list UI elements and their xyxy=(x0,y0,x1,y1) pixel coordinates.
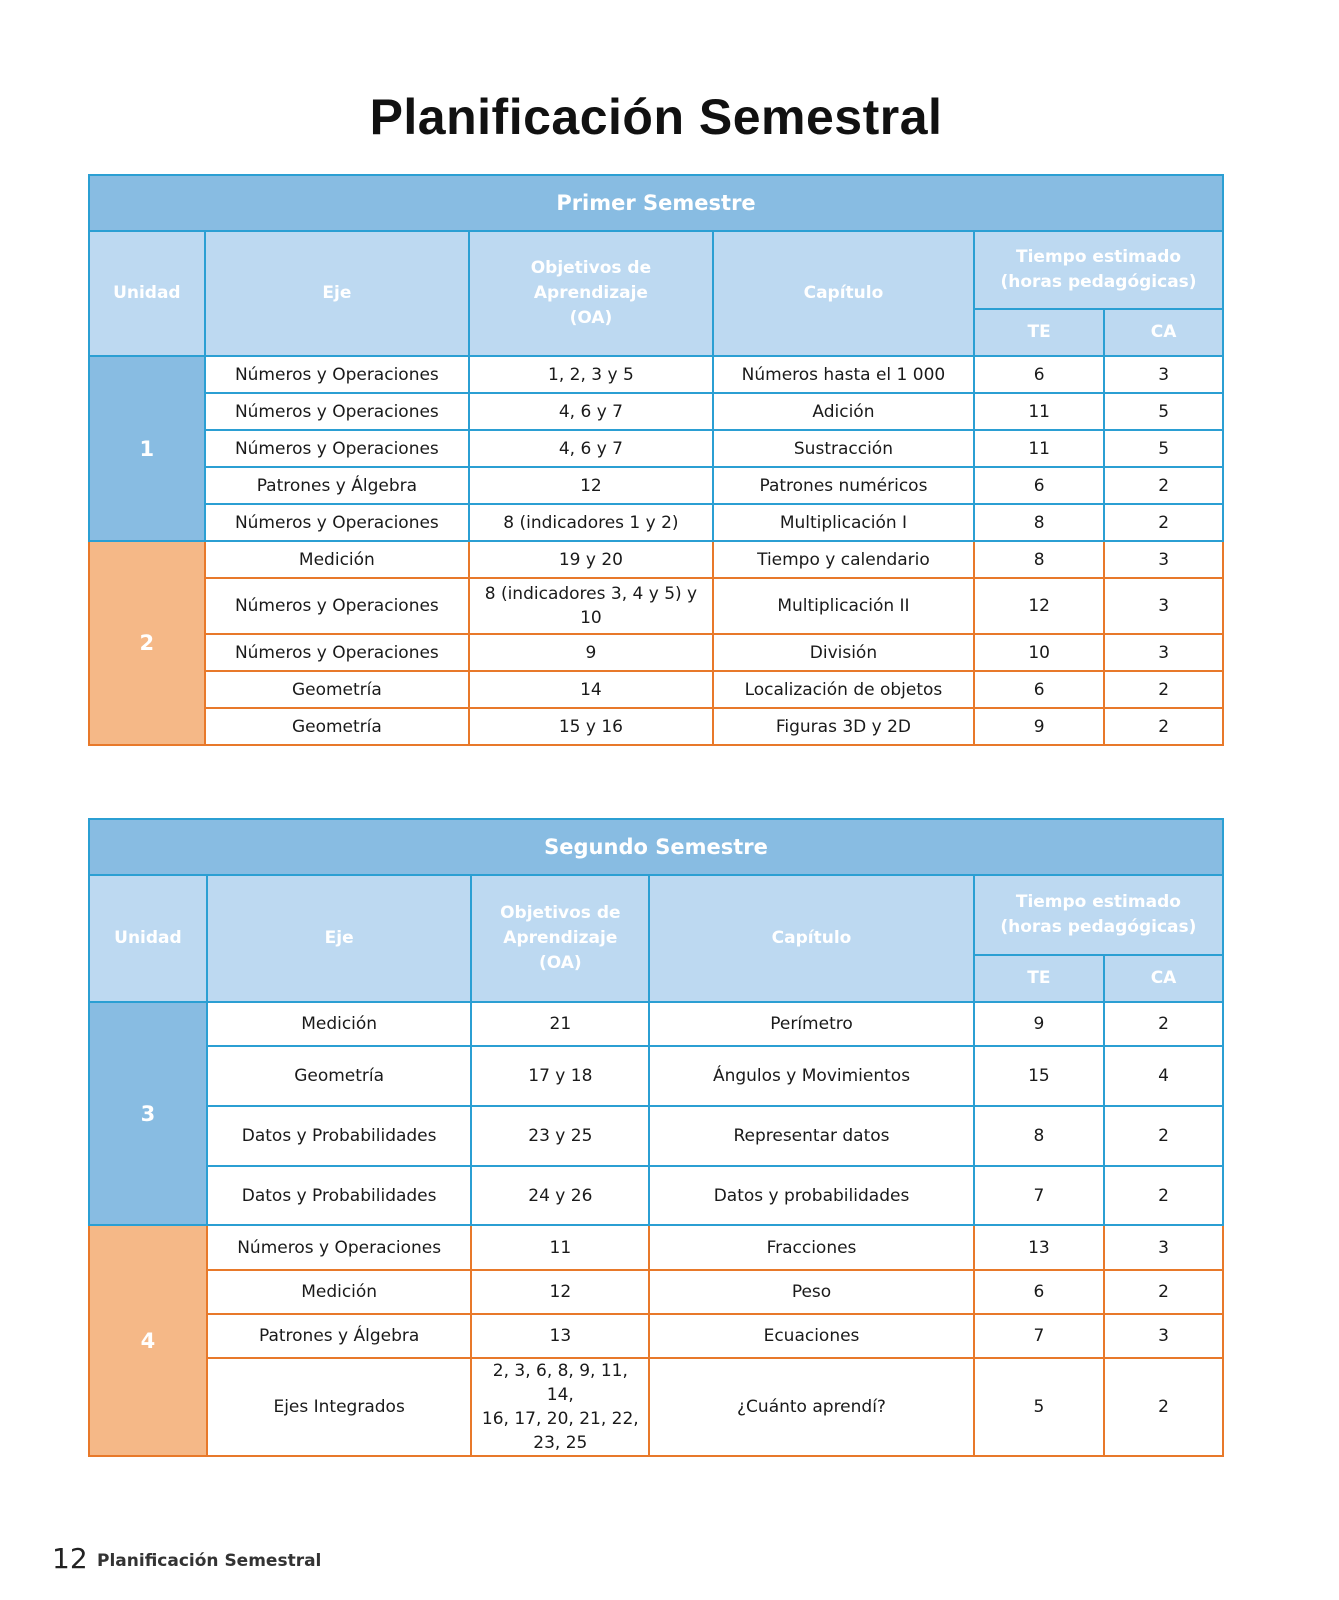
cell-eje: Medición xyxy=(205,541,469,578)
cell-ca: 4 xyxy=(1104,1046,1223,1106)
cell-oa: 23 y 25 xyxy=(471,1106,649,1166)
table-row xyxy=(89,467,1223,504)
table-row xyxy=(89,541,1223,578)
cell-eje: Números y Operaciones xyxy=(205,504,469,541)
table-row xyxy=(89,1225,1223,1270)
cell-oa-line2: 10 xyxy=(580,608,602,628)
cell-te: 11 xyxy=(974,430,1104,467)
col-header-tiempo xyxy=(974,875,1223,955)
cell-eje: Números y Operaciones xyxy=(205,430,469,467)
cell-ca: 3 xyxy=(1104,1225,1223,1270)
footer-title: Planificación Semestral xyxy=(97,1551,322,1571)
cell-eje: Geometría xyxy=(205,708,469,745)
cell-oa: 11 xyxy=(471,1225,649,1270)
cell-ca: 3 xyxy=(1104,578,1223,634)
column-header-row xyxy=(89,875,1223,955)
cell-eje: Números y Operaciones xyxy=(207,1225,472,1270)
col-header-tiempo-line2: (horas pedagógicas) xyxy=(1000,272,1197,292)
cell-te: 5 xyxy=(974,1358,1104,1456)
cell-oa-line2: 16, 17, 20, 21, 22, xyxy=(481,1409,639,1429)
col-header-oa xyxy=(469,231,713,356)
cell-oa-line3: 23, 25 xyxy=(533,1433,588,1453)
cell-ca: 5 xyxy=(1104,430,1223,467)
cell-te: 7 xyxy=(974,1166,1104,1225)
cell-ca: 2 xyxy=(1104,1166,1223,1225)
cell-ca: 3 xyxy=(1104,356,1223,393)
cell-capitulo: Sustracción xyxy=(713,430,974,467)
cell-capitulo: Ecuaciones xyxy=(649,1314,974,1358)
cell-oa: 1, 2, 3 y 5 xyxy=(469,356,713,393)
table-row xyxy=(89,1358,1223,1456)
unit-number: 1 xyxy=(89,356,205,541)
cell-capitulo: Patrones numéricos xyxy=(713,467,974,504)
cell-te: 10 xyxy=(974,634,1104,671)
cell-eje: Datos y Probabilidades xyxy=(207,1106,472,1166)
col-header-oa xyxy=(471,875,649,1002)
cell-te: 6 xyxy=(974,1270,1104,1314)
cell-capitulo: Multiplicación II xyxy=(713,578,974,634)
table-row xyxy=(89,1270,1223,1314)
table-row xyxy=(89,504,1223,541)
cell-oa: 15 y 16 xyxy=(469,708,713,745)
cell-ca: 2 xyxy=(1104,1270,1223,1314)
cell-capitulo: Multiplicación I xyxy=(713,504,974,541)
page-number: 12 xyxy=(52,1542,88,1575)
cell-oa: 21 xyxy=(471,1002,649,1046)
unit-number: 4 xyxy=(89,1225,207,1456)
cell-capitulo: Números hasta el 1 000 xyxy=(713,356,974,393)
cell-eje: Geometría xyxy=(205,671,469,708)
cell-ca: 2 xyxy=(1104,1358,1223,1456)
cell-capitulo: Ángulos y Movimientos xyxy=(649,1046,974,1106)
col-header-oa-line2: (OA) xyxy=(569,308,613,328)
cell-eje: Números y Operaciones xyxy=(205,634,469,671)
cell-oa xyxy=(471,1358,649,1456)
cell-capitulo: Perímetro xyxy=(649,1002,974,1046)
cell-eje: Números y Operaciones xyxy=(205,393,469,430)
table-row xyxy=(89,430,1223,467)
cell-te: 6 xyxy=(974,671,1104,708)
table-row xyxy=(89,1046,1223,1106)
table-row xyxy=(89,634,1223,671)
page-title: Planificación Semestral xyxy=(369,89,943,145)
table-row xyxy=(89,671,1223,708)
cell-oa: 9 xyxy=(469,634,713,671)
col-header-unidad: Unidad xyxy=(89,231,205,356)
cell-eje: Geometría xyxy=(207,1046,472,1106)
cell-te: 8 xyxy=(974,1106,1104,1166)
semester-title: Segundo Semestre xyxy=(89,819,1223,875)
cell-capitulo: División xyxy=(713,634,974,671)
cell-oa-line1: 8 (indicadores 3, 4 y 5) y xyxy=(484,584,698,604)
cell-capitulo: ¿Cuánto aprendí? xyxy=(649,1358,974,1456)
col-header-oa-line2: Aprendizaje xyxy=(503,928,618,948)
col-header-tiempo xyxy=(974,231,1223,309)
table-row xyxy=(89,708,1223,745)
cell-ca: 2 xyxy=(1104,467,1223,504)
cell-te: 8 xyxy=(974,541,1104,578)
cell-eje: Números y Operaciones xyxy=(205,578,469,634)
col-header-ca: CA xyxy=(1104,955,1223,1002)
semester-title: Primer Semestre xyxy=(89,175,1223,231)
cell-oa: 14 xyxy=(469,671,713,708)
col-header-oa-line3: (OA) xyxy=(538,953,582,973)
cell-oa-line1: 2, 3, 6, 8, 9, 11, 14, xyxy=(492,1361,628,1405)
cell-ca: 2 xyxy=(1104,1106,1223,1166)
cell-capitulo: Peso xyxy=(649,1270,974,1314)
unit-number: 2 xyxy=(89,541,205,745)
semester-header-row xyxy=(89,819,1223,875)
cell-te: 9 xyxy=(974,708,1104,745)
cell-oa: 4, 6 y 7 xyxy=(469,430,713,467)
first-semester-table xyxy=(88,174,1224,746)
cell-capitulo: Localización de objetos xyxy=(713,671,974,708)
cell-oa: 12 xyxy=(469,467,713,504)
table-row xyxy=(89,1314,1223,1358)
cell-te: 9 xyxy=(974,1002,1104,1046)
cell-eje: Patrones y Álgebra xyxy=(205,467,469,504)
cell-capitulo: Fracciones xyxy=(649,1225,974,1270)
col-header-eje: Eje xyxy=(207,875,472,1002)
cell-ca: 2 xyxy=(1104,1002,1223,1046)
unit-number: 3 xyxy=(89,1002,207,1225)
cell-capitulo: Figuras 3D y 2D xyxy=(713,708,974,745)
table-row xyxy=(89,1166,1223,1225)
cell-ca: 2 xyxy=(1104,708,1223,745)
cell-eje: Medición xyxy=(207,1270,472,1314)
cell-eje: Ejes Integrados xyxy=(207,1358,472,1456)
table-row xyxy=(89,1106,1223,1166)
cell-capitulo: Representar datos xyxy=(649,1106,974,1166)
cell-ca: 2 xyxy=(1104,671,1223,708)
col-header-te: TE xyxy=(974,309,1104,356)
cell-eje: Números y Operaciones xyxy=(205,356,469,393)
cell-te: 8 xyxy=(974,504,1104,541)
col-header-unidad: Unidad xyxy=(89,875,207,1002)
cell-oa: 17 y 18 xyxy=(471,1046,649,1106)
cell-ca: 3 xyxy=(1104,1314,1223,1358)
cell-te: 12 xyxy=(974,578,1104,634)
cell-oa: 13 xyxy=(471,1314,649,1358)
col-header-te: TE xyxy=(974,955,1104,1002)
col-header-eje: Eje xyxy=(205,231,469,356)
cell-oa: 12 xyxy=(471,1270,649,1314)
cell-capitulo: Adición xyxy=(713,393,974,430)
cell-eje: Datos y Probabilidades xyxy=(207,1166,472,1225)
col-header-tiempo-line2: (horas pedagógicas) xyxy=(1000,917,1197,937)
cell-eje: Patrones y Álgebra xyxy=(207,1314,472,1358)
cell-ca: 3 xyxy=(1104,541,1223,578)
cell-te: 7 xyxy=(974,1314,1104,1358)
cell-oa: 8 (indicadores 1 y 2) xyxy=(469,504,713,541)
cell-te: 6 xyxy=(974,467,1104,504)
cell-oa: 4, 6 y 7 xyxy=(469,393,713,430)
table-row xyxy=(89,393,1223,430)
col-header-ca: CA xyxy=(1104,309,1223,356)
semester-header-row xyxy=(89,175,1223,231)
cell-te: 6 xyxy=(974,356,1104,393)
cell-eje: Medición xyxy=(207,1002,472,1046)
column-header-row xyxy=(89,231,1223,309)
table-row xyxy=(89,356,1223,393)
cell-capitulo: Datos y probabilidades xyxy=(649,1166,974,1225)
table-row xyxy=(89,1002,1223,1046)
col-header-oa-line1: Objetivos de xyxy=(500,903,621,923)
cell-ca: 2 xyxy=(1104,504,1223,541)
col-header-capitulo: Capítulo xyxy=(649,875,974,1002)
cell-ca: 3 xyxy=(1104,634,1223,671)
cell-oa xyxy=(469,578,713,634)
second-semester-table xyxy=(88,818,1224,1457)
cell-te: 13 xyxy=(974,1225,1104,1270)
table-row xyxy=(89,578,1223,634)
cell-te: 11 xyxy=(974,393,1104,430)
col-header-oa-line1: Objetivos de Aprendizaje xyxy=(530,258,652,303)
cell-oa: 24 y 26 xyxy=(471,1166,649,1225)
col-header-tiempo-line1: Tiempo estimado xyxy=(1016,247,1182,267)
cell-te: 15 xyxy=(974,1046,1104,1106)
cell-ca: 5 xyxy=(1104,393,1223,430)
cell-capitulo: Tiempo y calendario xyxy=(713,541,974,578)
col-header-capitulo: Capítulo xyxy=(713,231,974,356)
col-header-tiempo-line1: Tiempo estimado xyxy=(1015,892,1181,912)
cell-oa: 19 y 20 xyxy=(469,541,713,578)
